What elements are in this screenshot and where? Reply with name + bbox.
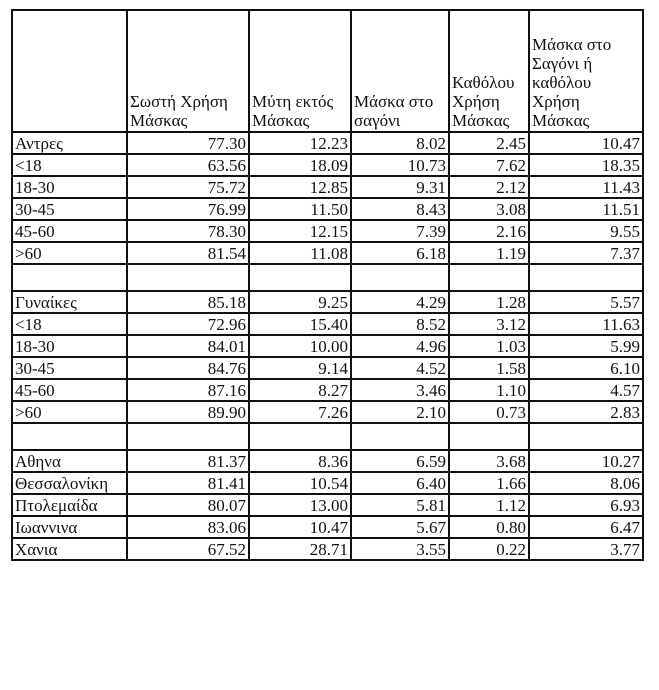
cell-no-mask: 1.58	[449, 357, 529, 379]
row-label: Θεσσαλονίκη	[12, 472, 127, 494]
cell-no-mask: 0.22	[449, 538, 529, 560]
row-label	[12, 264, 127, 291]
row-label	[12, 423, 127, 450]
spacer-row	[12, 264, 643, 291]
cell-chin-mask: 6.59	[351, 450, 449, 472]
cell-chin-or-no-mask: 10.47	[529, 132, 643, 154]
cell-chin-mask: 8.43	[351, 198, 449, 220]
cell-chin-mask: 3.46	[351, 379, 449, 401]
cell-no-mask: 7.62	[449, 154, 529, 176]
cell-nose-out	[249, 264, 351, 291]
header-no-mask: Καθόλου Χρήση Μάσκας	[449, 10, 529, 132]
cell-chin-mask: 8.02	[351, 132, 449, 154]
cell-chin-or-no-mask: 11.43	[529, 176, 643, 198]
cell-chin-or-no-mask	[529, 423, 643, 450]
header-chin-or-no-mask: Μάσκα στο Σαγόνι ή καθόλου Χρήση Μάσκας	[529, 10, 643, 132]
table-row	[12, 494, 643, 516]
row-label: Ιωαννινα	[12, 516, 127, 538]
table-row	[12, 335, 643, 357]
header-corner	[12, 10, 127, 132]
cell-nose-out	[249, 423, 351, 450]
cell-nose-out: 28.71	[249, 538, 351, 560]
cell-nose-out: 10.00	[249, 335, 351, 357]
row-label: 45-60	[12, 220, 127, 242]
cell-nose-out: 8.36	[249, 450, 351, 472]
table-row	[12, 132, 643, 154]
cell-nose-out: 8.27	[249, 379, 351, 401]
cell-no-mask	[449, 423, 529, 450]
cell-chin-mask	[351, 264, 449, 291]
table-row	[12, 176, 643, 198]
cell-chin-mask: 7.39	[351, 220, 449, 242]
cell-chin-or-no-mask	[529, 264, 643, 291]
cell-correct-use: 67.52	[127, 538, 249, 560]
cell-chin-or-no-mask: 11.51	[529, 198, 643, 220]
table-row	[12, 538, 643, 560]
cell-chin-mask: 3.55	[351, 538, 449, 560]
cell-no-mask: 3.08	[449, 198, 529, 220]
row-label: 18-30	[12, 176, 127, 198]
cell-chin-or-no-mask: 18.35	[529, 154, 643, 176]
row-label: 30-45	[12, 357, 127, 379]
cell-nose-out: 7.26	[249, 401, 351, 423]
cell-chin-or-no-mask: 2.83	[529, 401, 643, 423]
row-label: Πτολεμαίδα	[12, 494, 127, 516]
cell-nose-out: 11.08	[249, 242, 351, 264]
header-row	[12, 10, 643, 132]
cell-correct-use: 80.07	[127, 494, 249, 516]
cell-no-mask: 1.28	[449, 291, 529, 313]
cell-correct-use: 63.56	[127, 154, 249, 176]
cell-chin-or-no-mask: 4.57	[529, 379, 643, 401]
cell-correct-use	[127, 264, 249, 291]
row-label: 45-60	[12, 379, 127, 401]
cell-chin-or-no-mask: 8.06	[529, 472, 643, 494]
row-label: 30-45	[12, 198, 127, 220]
cell-chin-or-no-mask: 3.77	[529, 538, 643, 560]
table-row	[12, 357, 643, 379]
cell-chin-mask: 5.81	[351, 494, 449, 516]
row-label: <18	[12, 154, 127, 176]
cell-no-mask: 3.12	[449, 313, 529, 335]
cell-nose-out: 10.54	[249, 472, 351, 494]
cell-correct-use: 81.54	[127, 242, 249, 264]
table-row	[12, 242, 643, 264]
table-row	[12, 401, 643, 423]
cell-no-mask: 1.66	[449, 472, 529, 494]
cell-chin-mask: 4.52	[351, 357, 449, 379]
row-label: Χανια	[12, 538, 127, 560]
cell-no-mask: 2.12	[449, 176, 529, 198]
table-row	[12, 291, 643, 313]
cell-chin-or-no-mask: 7.37	[529, 242, 643, 264]
cell-correct-use: 72.96	[127, 313, 249, 335]
cell-nose-out: 9.25	[249, 291, 351, 313]
cell-no-mask	[449, 264, 529, 291]
cell-chin-or-no-mask: 5.57	[529, 291, 643, 313]
cell-correct-use: 75.72	[127, 176, 249, 198]
header-chin-mask: Μάσκα στο σαγόνι	[351, 10, 449, 132]
cell-nose-out: 10.47	[249, 516, 351, 538]
cell-chin-or-no-mask: 5.99	[529, 335, 643, 357]
cell-chin-mask: 4.96	[351, 335, 449, 357]
table-row	[12, 379, 643, 401]
cell-nose-out: 15.40	[249, 313, 351, 335]
row-label: Γυναίκες	[12, 291, 127, 313]
cell-correct-use: 85.18	[127, 291, 249, 313]
cell-chin-or-no-mask: 6.47	[529, 516, 643, 538]
cell-chin-or-no-mask: 10.27	[529, 450, 643, 472]
cell-chin-mask: 6.18	[351, 242, 449, 264]
cell-no-mask: 2.16	[449, 220, 529, 242]
cell-nose-out: 11.50	[249, 198, 351, 220]
cell-chin-or-no-mask: 11.63	[529, 313, 643, 335]
mask-usage-table	[11, 9, 644, 561]
cell-chin-mask: 2.10	[351, 401, 449, 423]
cell-correct-use: 81.41	[127, 472, 249, 494]
cell-no-mask: 1.10	[449, 379, 529, 401]
table-row	[12, 516, 643, 538]
cell-chin-or-no-mask: 9.55	[529, 220, 643, 242]
cell-correct-use: 76.99	[127, 198, 249, 220]
cell-no-mask: 1.19	[449, 242, 529, 264]
table-row	[12, 313, 643, 335]
cell-no-mask: 1.03	[449, 335, 529, 357]
header-nose-out: Μύτη εκτός Μάσκας	[249, 10, 351, 132]
cell-correct-use: 84.76	[127, 357, 249, 379]
cell-chin-mask	[351, 423, 449, 450]
cell-no-mask: 1.12	[449, 494, 529, 516]
cell-chin-or-no-mask: 6.10	[529, 357, 643, 379]
cell-correct-use	[127, 423, 249, 450]
cell-correct-use: 89.90	[127, 401, 249, 423]
cell-no-mask: 2.45	[449, 132, 529, 154]
cell-correct-use: 77.30	[127, 132, 249, 154]
table-row	[12, 198, 643, 220]
spacer-row	[12, 423, 643, 450]
cell-nose-out: 12.15	[249, 220, 351, 242]
header-correct-use: Σωστή Χρήση Μάσκας	[127, 10, 249, 132]
row-label: Αντρες	[12, 132, 127, 154]
cell-nose-out: 12.85	[249, 176, 351, 198]
row-label: >60	[12, 401, 127, 423]
cell-no-mask: 0.73	[449, 401, 529, 423]
table-row	[12, 450, 643, 472]
cell-nose-out: 9.14	[249, 357, 351, 379]
cell-nose-out: 12.23	[249, 132, 351, 154]
cell-nose-out: 18.09	[249, 154, 351, 176]
row-label: 18-30	[12, 335, 127, 357]
cell-correct-use: 87.16	[127, 379, 249, 401]
cell-chin-mask: 6.40	[351, 472, 449, 494]
table-row	[12, 220, 643, 242]
row-label: <18	[12, 313, 127, 335]
cell-chin-mask: 4.29	[351, 291, 449, 313]
cell-nose-out: 13.00	[249, 494, 351, 516]
cell-no-mask: 0.80	[449, 516, 529, 538]
cell-chin-mask: 10.73	[351, 154, 449, 176]
cell-correct-use: 84.01	[127, 335, 249, 357]
row-label: Αθηνα	[12, 450, 127, 472]
cell-correct-use: 81.37	[127, 450, 249, 472]
cell-chin-mask: 8.52	[351, 313, 449, 335]
cell-correct-use: 78.30	[127, 220, 249, 242]
cell-chin-mask: 5.67	[351, 516, 449, 538]
cell-chin-or-no-mask: 6.93	[529, 494, 643, 516]
table-row	[12, 154, 643, 176]
cell-chin-mask: 9.31	[351, 176, 449, 198]
row-label: >60	[12, 242, 127, 264]
table-row	[12, 472, 643, 494]
cell-correct-use: 83.06	[127, 516, 249, 538]
cell-no-mask: 3.68	[449, 450, 529, 472]
